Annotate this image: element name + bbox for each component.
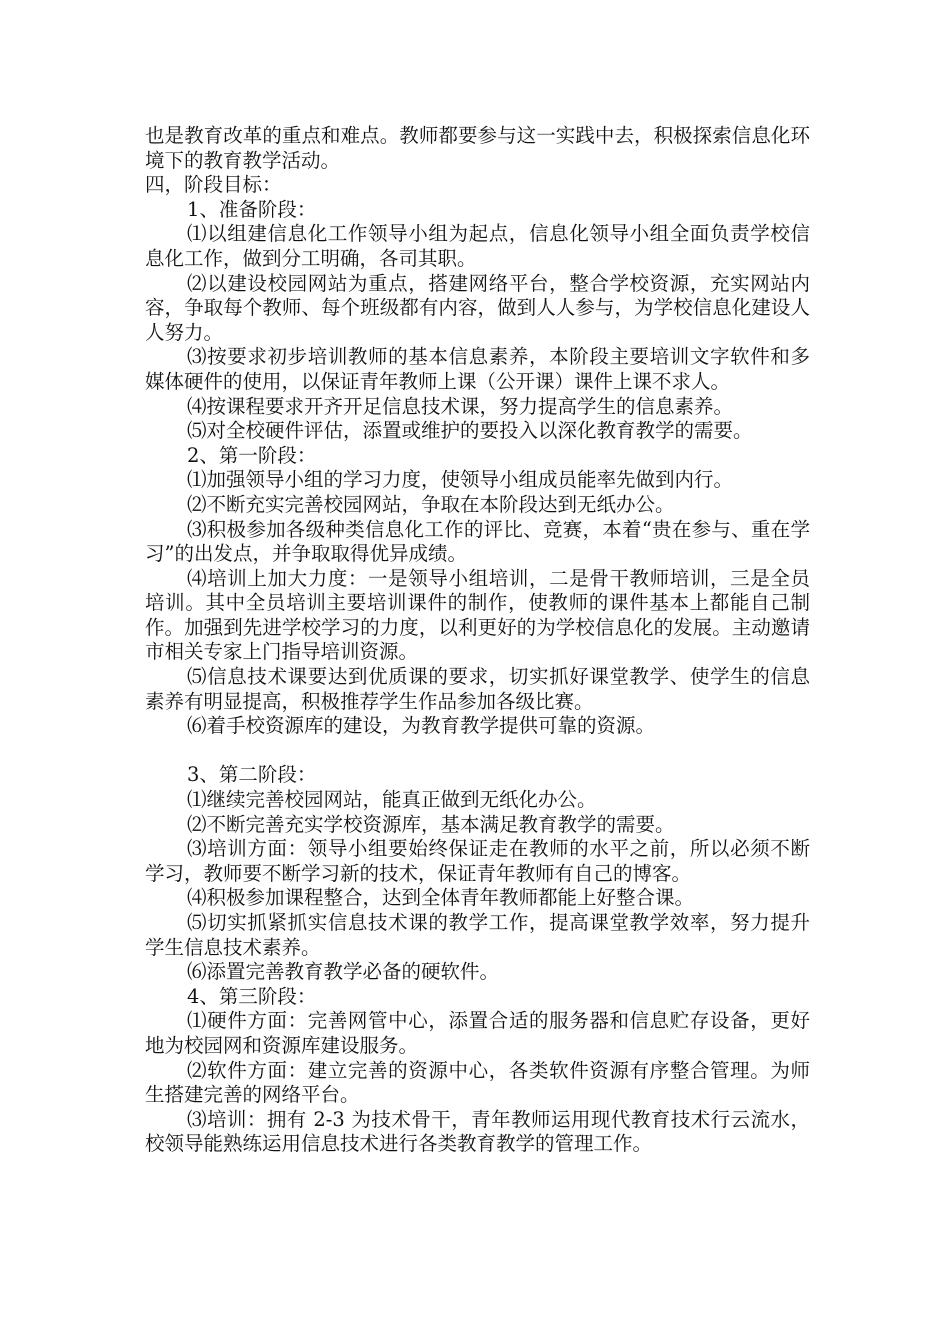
paragraph: 3、第二阶段： [187, 763, 317, 787]
paragraph: ⑷按课程要求开齐开足信息技术课，努力提高学生的信息素养。 [187, 394, 734, 418]
paragraph: 也是教育改革的重点和难点。教师都要参与这一实践中去，积极探索信息化环境下的教育教学活动。 [145, 124, 810, 172]
paragraph: ⑹着手校资源库的建设，为教育教学提供可靠的资源。 [187, 714, 656, 738]
paragraph: ⑵以建设校园网站为重点，搭建网络平台，整合学校资源，充实网站内容，争取每个教师、每个班级都有内容，做到人人参与，为学校信息化建设人人努力。 [145, 271, 810, 344]
paragraph: ⑸切实抓紧抓实信息技术课的教学工作，提高课堂教学效率，努力提升学生信息技术素养。 [145, 911, 810, 959]
paragraph: ⑶按要求初步培训教师的基本信息素养，本阶段主要培训文字软件和多媒体硬件的使用，以保证青年教师上课（公开课）课件上课不求人。 [145, 345, 810, 393]
paragraph: ⑷培训上加大力度：一是领导小组培训，二是骨干教师培训，三是全员培训。其中全员培训主要培训课件的制作，使教师的课件基本上都能自己制作。加强到先进学校学习的力度，以利更好的为学校信息化的发展。主动邀请市相关专家上门指导培训资源。 [145, 566, 810, 664]
paragraph: ⑴以组建信息化工作领导小组为起点，信息化领导小组全面负责学校信息化工作，做到分工明确，各司其职。 [145, 222, 810, 270]
paragraph: ⑶培训：拥有 2-3 为技术骨干，青年教师运用现代教育技术行云流水，校领导能熟练运用信息技术进行各类教育教学的管理工作。 [145, 1107, 810, 1156]
paragraph: 四，阶段目标： [145, 173, 282, 197]
paragraph: ⑶积极参加各级种类信息化工作的评比、竞赛，本着“贵在参与、重在学习”的出发点，并争取取得优异成绩。 [145, 517, 810, 566]
paragraph: ⑷积极参加课程整合，达到全体青年教师都能上好整合课。 [187, 886, 695, 910]
paragraph: ⑴继续完善校园网站，能真正做到无纸化办公。 [187, 788, 597, 812]
paragraph: ⑸信息技术课要达到优质课的要求，切实抓好课堂教学、使学生的信息素养有明显提高，积极推荐学生作品参加各级比赛。 [145, 665, 810, 713]
document-body [145, 124, 810, 1157]
blank-line [145, 739, 810, 764]
paragraph: ⑵不断完善充实学校资源库，基本满足教育教学的需要。 [187, 812, 675, 836]
paragraph: 1、准备阶段： [187, 197, 317, 221]
paragraph: ⑴加强领导小组的学习力度，使领导小组成员能率先做到内行。 [187, 468, 734, 492]
paragraph: 2、第一阶段： [187, 443, 317, 467]
paragraph: 4、第三阶段： [187, 984, 317, 1008]
paragraph: ⑴硬件方面：完善网管中心，添置合适的服务器和信息贮存设备，更好地为校园网和资源库建设服务。 [145, 1009, 810, 1057]
paragraph: ⑹添置完善教育教学必备的硬软件。 [187, 960, 500, 984]
paragraph: ⑸对全校硬件评估，添置或维护的要投入以深化教育教学的需要。 [187, 419, 753, 443]
paragraph: ⑵不断充实完善校园网站，争取在本阶段达到无纸办公。 [187, 492, 675, 516]
paragraph: ⑵软件方面：建立完善的资源中心，各类软件资源有序整合管理。为师生搭建完善的网络平台。 [145, 1058, 810, 1107]
paragraph: ⑶培训方面：领导小组要始终保证走在教师的水平之前，所以必须不断学习，教师要不断学习新的技术，保证青年教师有自己的博客。 [145, 837, 810, 885]
